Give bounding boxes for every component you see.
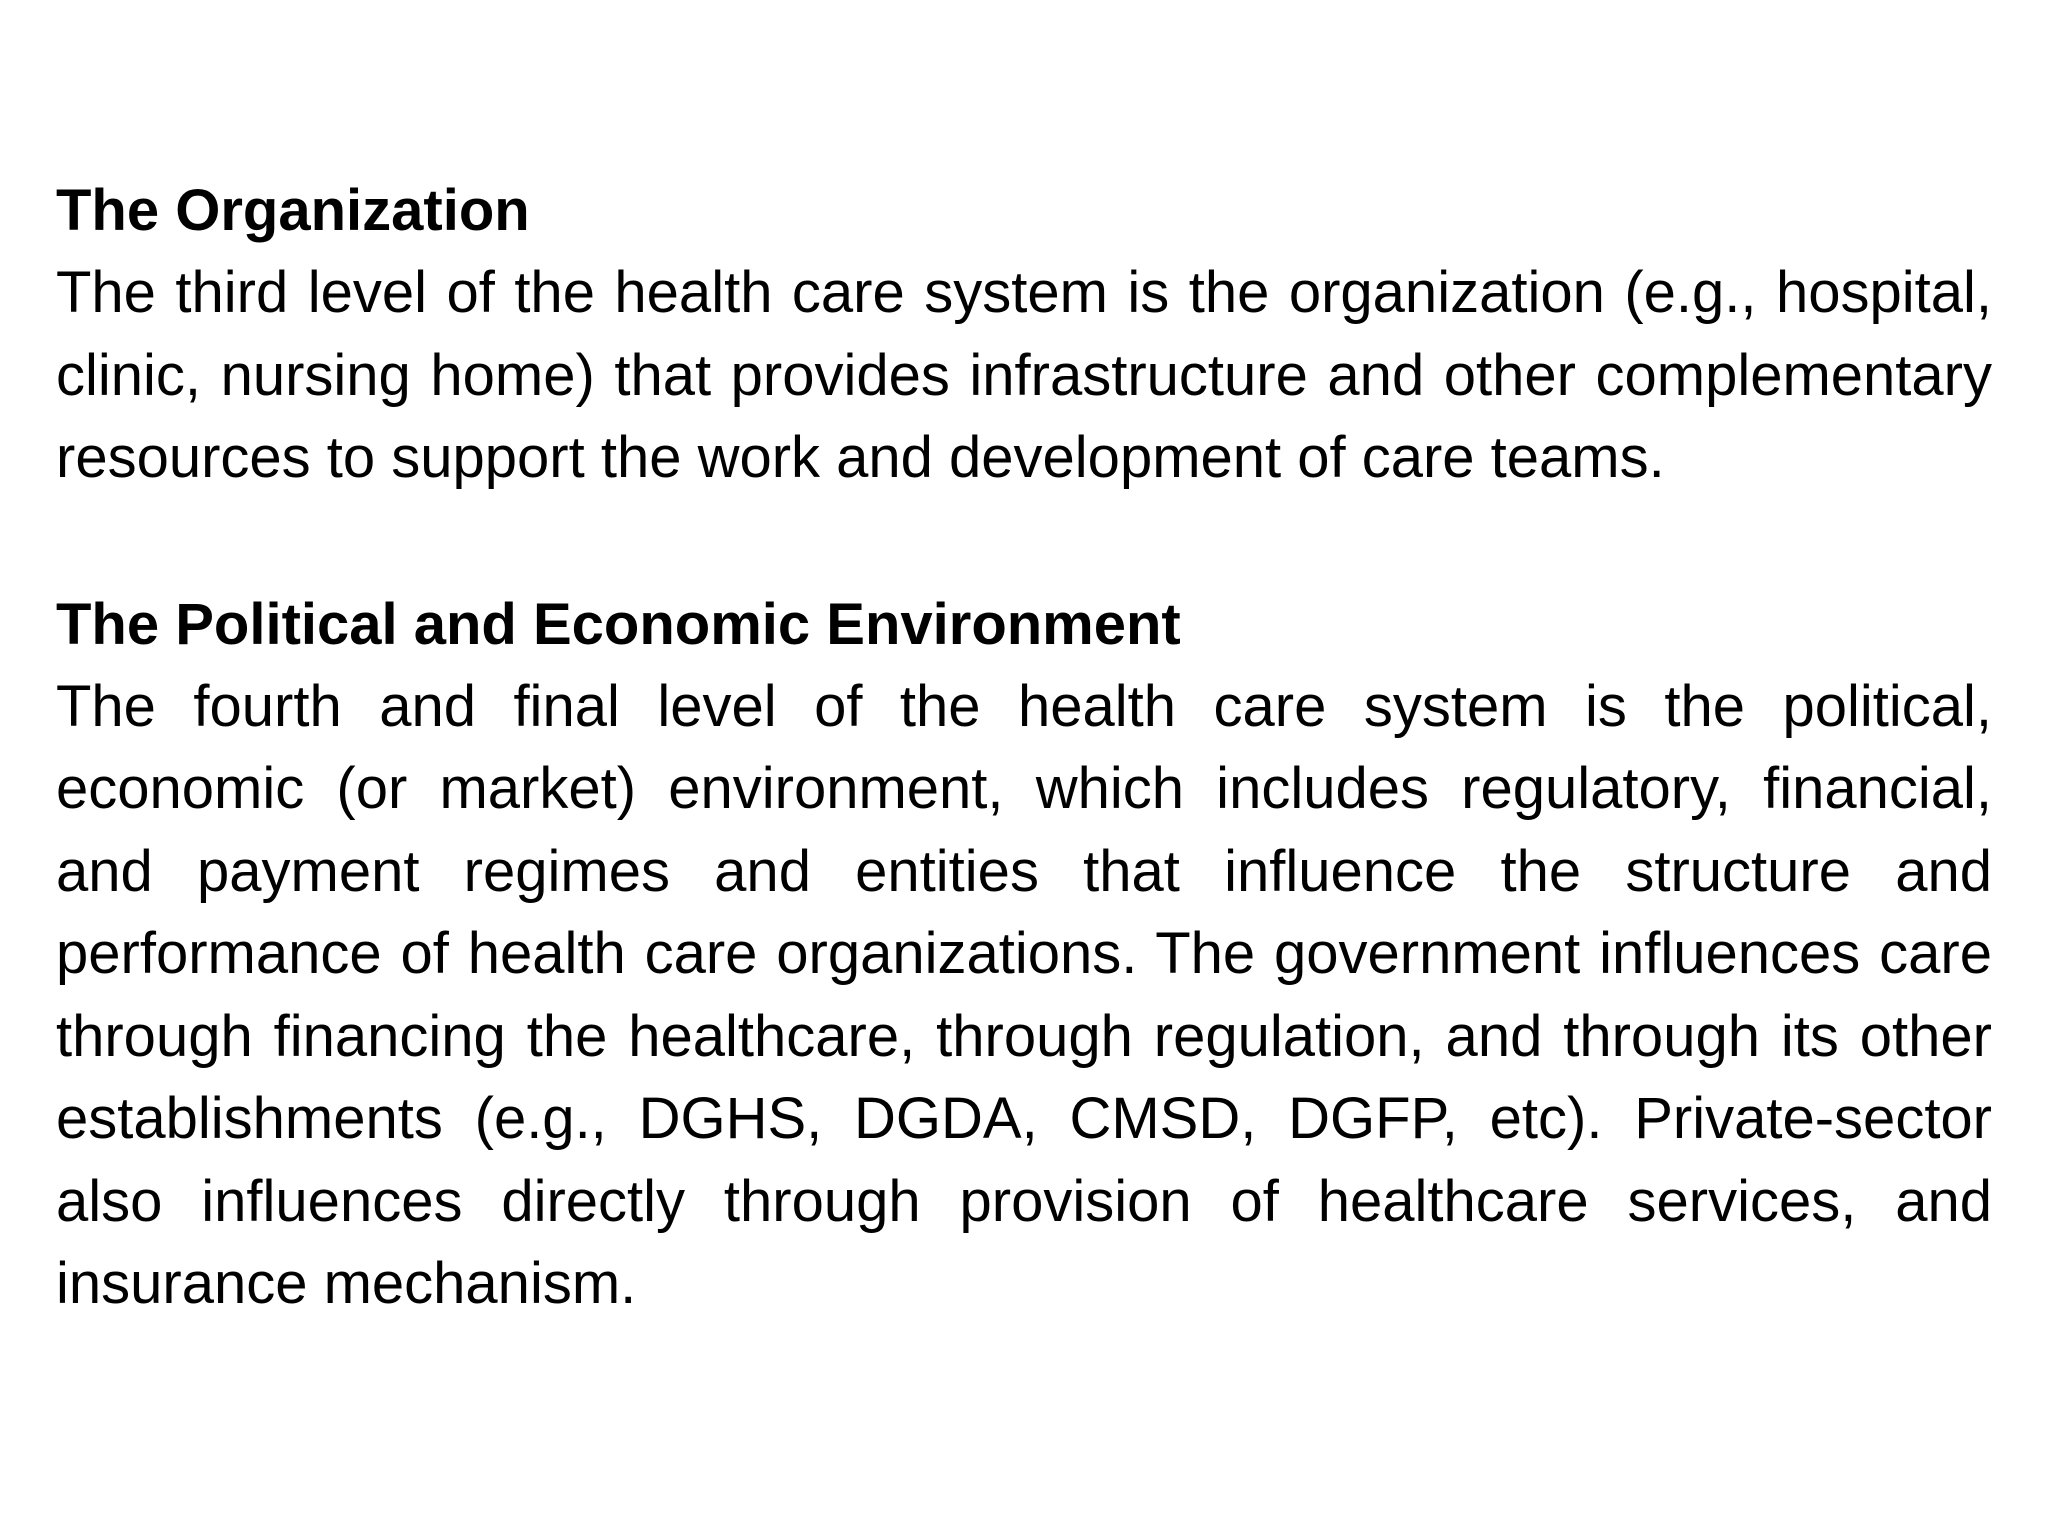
section-heading: The Organization	[56, 178, 530, 243]
section-body: The third level of the health care system is the organization (e.g., hospital, clinic, nursing home) that provides infrastructure and other complementary resources to support the work and development of care teams.	[56, 260, 1992, 490]
section-organization	[56, 170, 1992, 500]
section-body: The fourth and final level of the health care system is the political, economic (or market) environment, which includes regulatory, financial, and payment regimes and entities that influence the structure and performance of health care organizations. The government influences care through financing the healthcare, through regulation, and through its other establishments (e.g., DGHS, DGDA, CMSD, DGFP, etc). Private-sector also influences directly through provision of healthcare services, and insurance mechanism.	[56, 673, 1992, 1316]
section-political-economic-environment	[56, 584, 1992, 1326]
section-heading: The Political and Economic Environment	[56, 591, 1181, 657]
slide-content	[56, 170, 1992, 1326]
